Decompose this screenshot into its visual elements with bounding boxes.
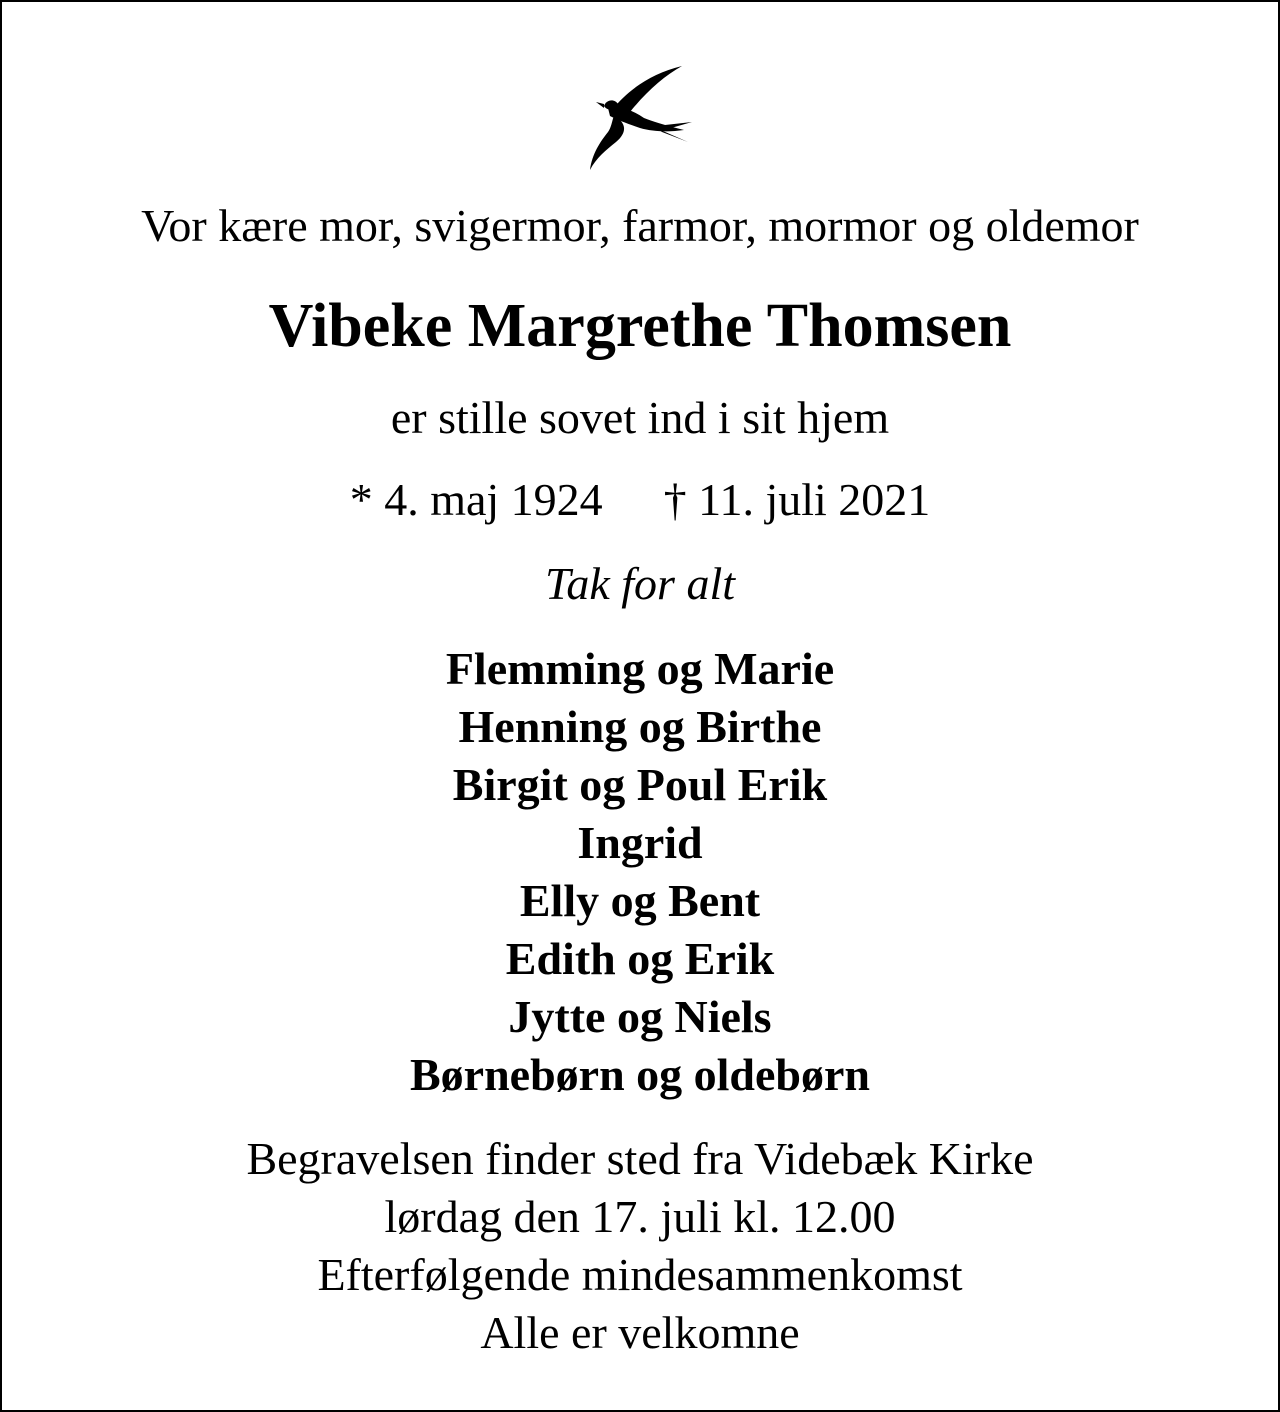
birth-date: 4. maj 1924 [384,474,603,525]
funeral-line: lørdag den 17. juli kl. 12.00 [384,1191,896,1242]
funeral-line: Efterfølgende mindesammenkomst [317,1249,963,1300]
intro-text: Vor kære mor, svigermor, farmor, mormor og oldemor [141,200,1139,251]
life-dates [2,472,1278,528]
family-member: Birgit og Poul Erik [452,759,828,810]
family-member: Ingrid [577,817,703,868]
family-member: Børnebørn og oldebørn [409,1049,871,1100]
death-symbol: † [663,474,687,525]
family-member: Flemming og Marie [445,643,835,694]
family-member: Henning og Birthe [458,701,822,752]
family-member: Jytte og Niels [508,991,772,1042]
passing-text: er stille sovet ind i sit hjem [390,392,890,443]
birth-symbol: * [349,474,373,525]
funeral-line: Alle er velkomne [480,1307,800,1358]
family-list [2,640,1278,1104]
family-member: Edith og Erik [505,933,775,984]
thanks-text: Tak for alt [544,558,736,609]
funeral-info [2,1130,1278,1362]
deceased-name: Vibeke Margrethe Thomsen [268,292,1012,360]
funeral-line: Begravelsen finder sted fra Videbæk Kirke [246,1133,1034,1184]
swallow-icon [584,62,696,172]
death-date: 11. juli 2021 [698,474,931,525]
family-member: Elly og Bent [519,875,761,926]
